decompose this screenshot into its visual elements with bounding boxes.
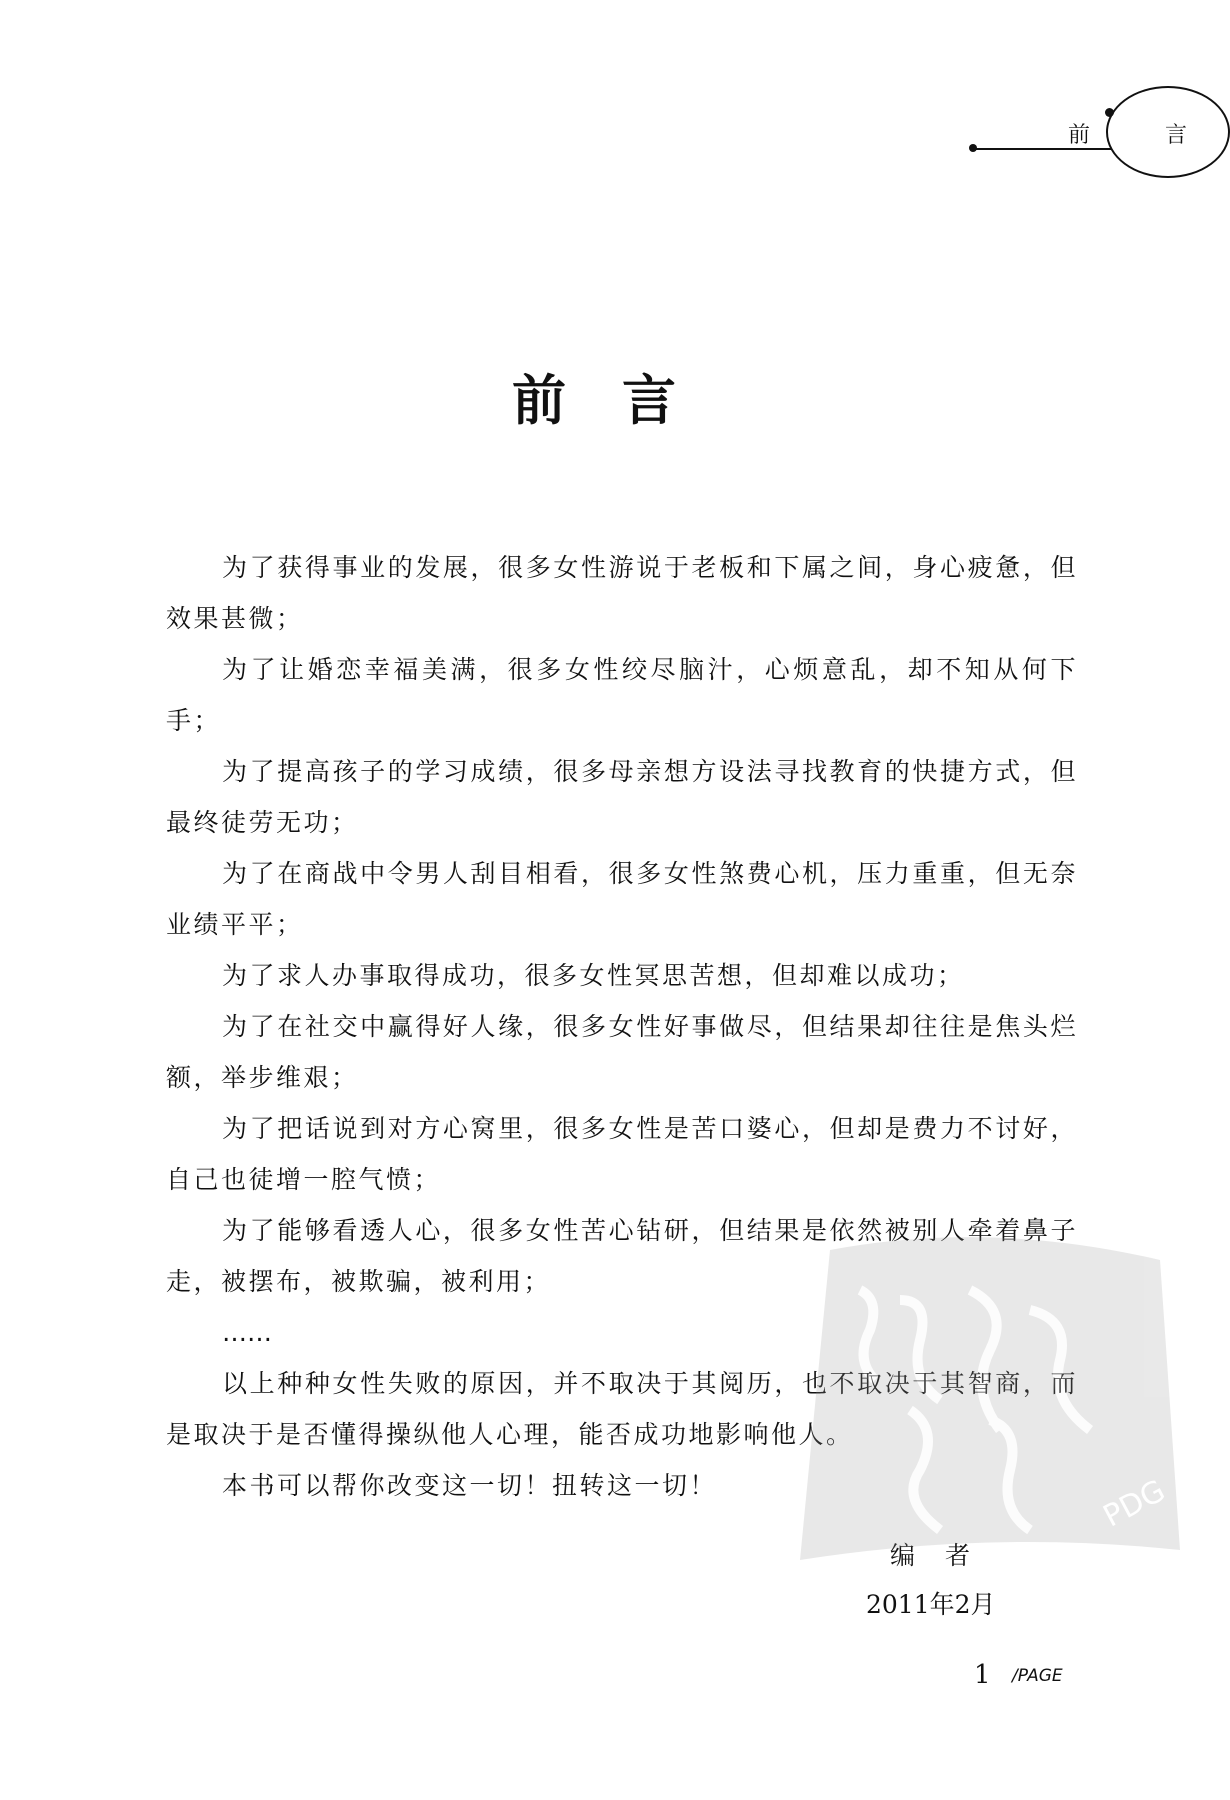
paragraph: 为了提高孩子的学习成绩，很多母亲想方设法寻找教育的快捷方式，但最终徒劳无功； bbox=[166, 757, 1078, 837]
paragraph: 为了能够看透人心，很多女性苦心钻研，但结果是依然被别人牵着鼻子走，被摆布，被欺骗，被利用； bbox=[166, 1216, 1078, 1296]
header-rule-dot bbox=[969, 144, 977, 152]
running-header bbox=[972, 84, 1221, 194]
signature-author: 编者 bbox=[890, 1541, 1001, 1570]
header-arc-dot bbox=[1105, 108, 1114, 117]
watermark-text: PDG bbox=[1097, 1473, 1172, 1535]
page-number: 1 bbox=[974, 1660, 991, 1690]
paragraph: 为了在商战中令男人刮目相看，很多女性煞费心机，压力重重，但无奈业绩平平； bbox=[166, 859, 1078, 939]
paragraph: 为了求人办事取得成功，很多女性冥思苦想，但却难以成功； bbox=[222, 961, 965, 990]
paragraph: 为了把话说到对方心窝里，很多女性是苦口婆心，但却是费力不讨好，自己也徒增一腔气愤； bbox=[166, 1114, 1078, 1194]
page-title: 前言 bbox=[512, 369, 732, 432]
signature-date: 2011年2月 bbox=[866, 1590, 996, 1619]
paragraph: 为了让婚恋幸福美满，很多女性绞尽脑汁，心烦意乱，却不知从何下手； bbox=[166, 655, 1078, 735]
paragraph: 本书可以帮你改变这一切！扭转这一切！ bbox=[222, 1471, 718, 1500]
watermark-seal bbox=[790, 1230, 1180, 1560]
paragraph: 为了获得事业的发展，很多女性游说于老板和下属之间，身心疲惫，但效果甚微； bbox=[166, 553, 1078, 633]
paragraph: 为了在社交中赢得好人缘，很多女性好事做尽，但结果却往往是焦头烂额，举步维艰； bbox=[166, 1012, 1078, 1092]
paragraph: 以上种种女性失败的原因，并不取决于其阅历，也不取决于其智商，而是取决于是否懂得操纵他人心理，能否成功地影响他人。 bbox=[166, 1369, 1078, 1449]
running-header-text: 前 言 bbox=[1068, 123, 1221, 148]
ellipsis-paragraph: …… bbox=[222, 1318, 272, 1347]
page-suffix: /PAGE bbox=[1012, 1666, 1063, 1686]
